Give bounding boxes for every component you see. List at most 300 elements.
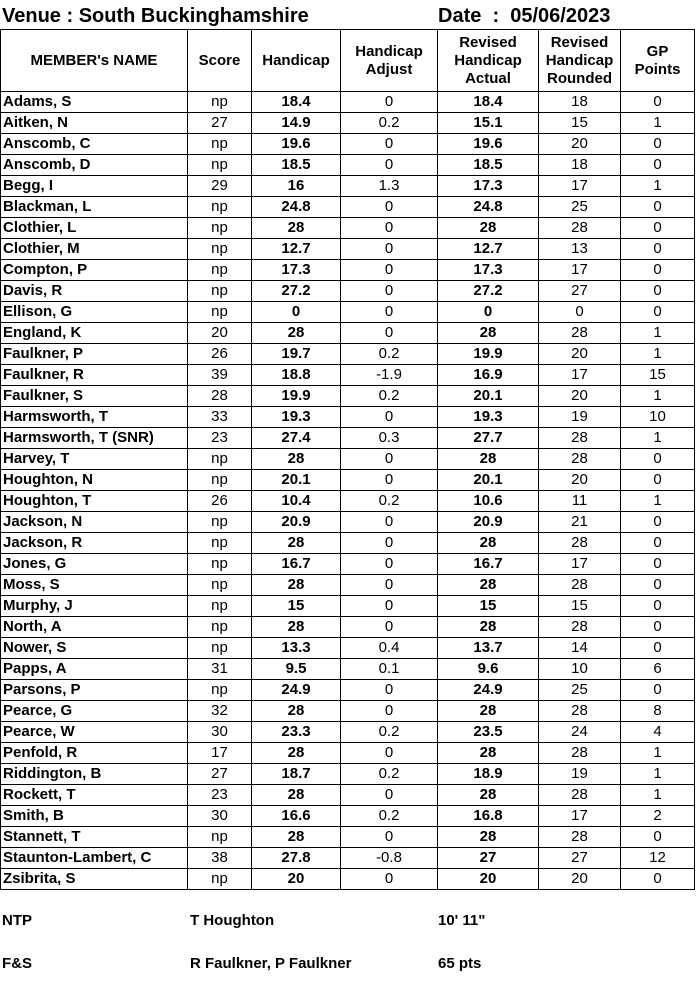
gp-points-cell: 10: [621, 407, 695, 428]
gp-points-cell: 0: [621, 680, 695, 701]
member-name: Riddington, B: [1, 764, 188, 785]
handicap-cell: 13.3: [252, 638, 341, 659]
score-cell: np: [188, 512, 252, 533]
table-row: [1, 764, 695, 785]
results-body: [1, 92, 695, 890]
score-cell: 38: [188, 848, 252, 869]
score-cell: np: [188, 239, 252, 260]
revised-rounded-cell: 19: [539, 764, 621, 785]
score-cell: np: [188, 449, 252, 470]
handicap-adjust-cell: 1.3: [341, 176, 438, 197]
handicap-cell: 28: [252, 701, 341, 722]
table-row: [1, 176, 695, 197]
handicap-adjust-cell: 0: [341, 617, 438, 638]
column-header-handicap-adjust: Handicap Adjust: [341, 30, 438, 92]
column-header-score: Score: [188, 30, 252, 92]
revised-actual-cell: 24.9: [438, 680, 539, 701]
handicap-cell: 9.5: [252, 659, 341, 680]
score-cell: np: [188, 134, 252, 155]
member-name: Harmsworth, T: [1, 407, 188, 428]
revised-actual-cell: 19.6: [438, 134, 539, 155]
handicap-adjust-cell: 0: [341, 512, 438, 533]
table-row: [1, 596, 695, 617]
table-row: [1, 365, 695, 386]
table-row: [1, 113, 695, 134]
handicap-cell: 16.7: [252, 554, 341, 575]
table-row: [1, 680, 695, 701]
handicap-adjust-cell: 0: [341, 701, 438, 722]
revised-actual-cell: 18.5: [438, 155, 539, 176]
table-row: [1, 92, 695, 113]
revised-rounded-cell: 20: [539, 134, 621, 155]
revised-rounded-cell: 28: [539, 617, 621, 638]
table-row: [1, 575, 695, 596]
table-row: [1, 785, 695, 806]
table-row: [1, 617, 695, 638]
revised-rounded-cell: 0: [539, 302, 621, 323]
member-name: Penfold, R: [1, 743, 188, 764]
score-cell: 20: [188, 323, 252, 344]
handicap-cell: 18.8: [252, 365, 341, 386]
member-name: Zsibrita, S: [1, 869, 188, 890]
table-row: [1, 428, 695, 449]
handicap-adjust-cell: 0: [341, 92, 438, 113]
member-name: Faulkner, S: [1, 386, 188, 407]
handicap-adjust-cell: 0: [341, 743, 438, 764]
handicap-adjust-cell: 0: [341, 449, 438, 470]
gp-points-cell: 1: [621, 785, 695, 806]
revised-rounded-cell: 28: [539, 449, 621, 470]
member-name: Blackman, L: [1, 197, 188, 218]
score-cell: np: [188, 596, 252, 617]
handicap-cell: 28: [252, 827, 341, 848]
revised-rounded-cell: 28: [539, 701, 621, 722]
table-row: [1, 806, 695, 827]
member-name: Pearce, W: [1, 722, 188, 743]
member-name: Jackson, R: [1, 533, 188, 554]
gp-points-cell: 0: [621, 155, 695, 176]
revised-actual-cell: 27.7: [438, 428, 539, 449]
revised-rounded-cell: 20: [539, 386, 621, 407]
gp-points-cell: 0: [621, 260, 695, 281]
handicap-cell: 28: [252, 743, 341, 764]
gp-points-cell: 0: [621, 869, 695, 890]
member-name: Smith, B: [1, 806, 188, 827]
handicap-cell: 20: [252, 869, 341, 890]
handicap-cell: 17.3: [252, 260, 341, 281]
score-cell: 23: [188, 428, 252, 449]
table-row: [1, 638, 695, 659]
handicap-cell: 18.7: [252, 764, 341, 785]
table-row: [1, 869, 695, 890]
ntp-label: NTP: [2, 912, 32, 929]
handicap-adjust-cell: 0: [341, 533, 438, 554]
gp-points-cell: 1: [621, 323, 695, 344]
handicap-adjust-cell: 0.2: [341, 806, 438, 827]
column-header-gp-points: GP Points: [621, 30, 695, 92]
score-cell: 32: [188, 701, 252, 722]
handicap-adjust-cell: 0: [341, 281, 438, 302]
handicap-adjust-cell: 0: [341, 575, 438, 596]
sheet-header: [0, 3, 696, 29]
revised-rounded-cell: 20: [539, 869, 621, 890]
handicap-cell: 23.3: [252, 722, 341, 743]
ntp-distance: 10' 11": [438, 912, 486, 929]
revised-actual-cell: 16.9: [438, 365, 539, 386]
revised-actual-cell: 23.5: [438, 722, 539, 743]
handicap-cell: 19.3: [252, 407, 341, 428]
revised-actual-cell: 19.3: [438, 407, 539, 428]
score-cell: np: [188, 155, 252, 176]
gp-points-cell: 0: [621, 197, 695, 218]
gp-points-cell: 0: [621, 533, 695, 554]
ntp-winner: T Houghton: [190, 912, 275, 929]
handicap-adjust-cell: -1.9: [341, 365, 438, 386]
revised-rounded-cell: 25: [539, 680, 621, 701]
revised-rounded-cell: 18: [539, 155, 621, 176]
revised-rounded-cell: 17: [539, 260, 621, 281]
member-name: North, A: [1, 617, 188, 638]
revised-actual-cell: 16.8: [438, 806, 539, 827]
gp-points-cell: 12: [621, 848, 695, 869]
score-cell: np: [188, 197, 252, 218]
table-row: [1, 701, 695, 722]
member-name: Stannett, T: [1, 827, 188, 848]
member-name: Clothier, L: [1, 218, 188, 239]
member-name: Faulkner, R: [1, 365, 188, 386]
member-name: Papps, A: [1, 659, 188, 680]
score-cell: np: [188, 680, 252, 701]
revised-actual-cell: 28: [438, 827, 539, 848]
revised-actual-cell: 28: [438, 533, 539, 554]
revised-actual-cell: 20.1: [438, 386, 539, 407]
revised-rounded-cell: 28: [539, 827, 621, 848]
handicap-adjust-cell: 0: [341, 239, 438, 260]
revised-rounded-cell: 15: [539, 113, 621, 134]
revised-actual-cell: 15: [438, 596, 539, 617]
handicap-cell: 14.9: [252, 113, 341, 134]
handicap-cell: 12.7: [252, 239, 341, 260]
handicap-adjust-cell: 0: [341, 323, 438, 344]
member-name: Pearce, G: [1, 701, 188, 722]
gp-points-cell: 0: [621, 596, 695, 617]
revised-rounded-cell: 13: [539, 239, 621, 260]
revised-actual-cell: 27: [438, 848, 539, 869]
gp-points-cell: 15: [621, 365, 695, 386]
revised-rounded-cell: 20: [539, 470, 621, 491]
table-row: [1, 743, 695, 764]
member-name: Harvey, T: [1, 449, 188, 470]
handicap-cell: 19.9: [252, 386, 341, 407]
score-cell: np: [188, 302, 252, 323]
table-row: [1, 659, 695, 680]
revised-rounded-cell: 17: [539, 176, 621, 197]
revised-actual-cell: 28: [438, 617, 539, 638]
table-row: [1, 218, 695, 239]
table-row: [1, 722, 695, 743]
fs-label: F&S: [2, 955, 32, 972]
revised-actual-cell: 28: [438, 218, 539, 239]
revised-rounded-cell: 27: [539, 281, 621, 302]
handicap-cell: 16.6: [252, 806, 341, 827]
score-cell: np: [188, 533, 252, 554]
revised-rounded-cell: 28: [539, 218, 621, 239]
revised-actual-cell: 24.8: [438, 197, 539, 218]
gp-points-cell: 1: [621, 743, 695, 764]
score-cell: 39: [188, 365, 252, 386]
revised-actual-cell: 16.7: [438, 554, 539, 575]
venue-title: Venue : South Buckinghamshire: [2, 5, 309, 27]
revised-actual-cell: 13.7: [438, 638, 539, 659]
revised-rounded-cell: 28: [539, 428, 621, 449]
table-row: [1, 281, 695, 302]
revised-rounded-cell: 28: [539, 323, 621, 344]
revised-rounded-cell: 28: [539, 785, 621, 806]
revised-actual-cell: 28: [438, 575, 539, 596]
handicap-cell: 24.8: [252, 197, 341, 218]
revised-actual-cell: 20: [438, 869, 539, 890]
revised-rounded-cell: 25: [539, 197, 621, 218]
table-row: [1, 323, 695, 344]
revised-rounded-cell: 14: [539, 638, 621, 659]
revised-actual-cell: 27.2: [438, 281, 539, 302]
score-cell: 33: [188, 407, 252, 428]
handicap-adjust-cell: 0: [341, 197, 438, 218]
handicap-cell: 20.9: [252, 512, 341, 533]
member-name: England, K: [1, 323, 188, 344]
handicap-cell: 28: [252, 323, 341, 344]
revised-rounded-cell: 17: [539, 806, 621, 827]
member-name: Houghton, T: [1, 491, 188, 512]
revised-rounded-cell: 19: [539, 407, 621, 428]
member-name: Adams, S: [1, 92, 188, 113]
handicap-adjust-cell: 0: [341, 218, 438, 239]
member-name: Compton, P: [1, 260, 188, 281]
gp-points-cell: 1: [621, 386, 695, 407]
revised-actual-cell: 20.1: [438, 470, 539, 491]
member-name: Houghton, N: [1, 470, 188, 491]
gp-points-cell: 0: [621, 638, 695, 659]
score-cell: np: [188, 218, 252, 239]
handicap-cell: 19.7: [252, 344, 341, 365]
member-name: Ellison, G: [1, 302, 188, 323]
handicap-cell: 28: [252, 575, 341, 596]
handicap-adjust-cell: 0: [341, 302, 438, 323]
revised-actual-cell: 15.1: [438, 113, 539, 134]
handicap-cell: 28: [252, 533, 341, 554]
gp-points-cell: 0: [621, 449, 695, 470]
gp-points-cell: 4: [621, 722, 695, 743]
gp-points-cell: 0: [621, 512, 695, 533]
handicap-cell: 27.8: [252, 848, 341, 869]
table-row: [1, 449, 695, 470]
handicap-cell: 19.6: [252, 134, 341, 155]
handicap-cell: 0: [252, 302, 341, 323]
table-row: [1, 239, 695, 260]
revised-rounded-cell: 24: [539, 722, 621, 743]
score-cell: 31: [188, 659, 252, 680]
handicap-adjust-cell: 0.2: [341, 722, 438, 743]
revised-actual-cell: 18.9: [438, 764, 539, 785]
table-row: [1, 407, 695, 428]
handicap-adjust-cell: 0: [341, 680, 438, 701]
score-cell: np: [188, 92, 252, 113]
score-cell: np: [188, 617, 252, 638]
handicap-adjust-cell: 0.2: [341, 764, 438, 785]
handicap-adjust-cell: 0.2: [341, 386, 438, 407]
revised-actual-cell: 18.4: [438, 92, 539, 113]
handicap-adjust-cell: 0.2: [341, 113, 438, 134]
gp-points-cell: 0: [621, 92, 695, 113]
revised-rounded-cell: 18: [539, 92, 621, 113]
handicap-adjust-cell: 0: [341, 785, 438, 806]
member-name: Anscomb, D: [1, 155, 188, 176]
revised-rounded-cell: 27: [539, 848, 621, 869]
handicap-cell: 27.2: [252, 281, 341, 302]
revised-actual-cell: 9.6: [438, 659, 539, 680]
revised-actual-cell: 12.7: [438, 239, 539, 260]
table-row: [1, 197, 695, 218]
member-name: Rockett, T: [1, 785, 188, 806]
member-name: Clothier, M: [1, 239, 188, 260]
handicap-adjust-cell: 0: [341, 554, 438, 575]
member-name: Aitken, N: [1, 113, 188, 134]
score-cell: 17: [188, 743, 252, 764]
gp-points-cell: 0: [621, 302, 695, 323]
member-name: Staunton-Lambert, C: [1, 848, 188, 869]
gp-points-cell: 8: [621, 701, 695, 722]
handicap-cell: 28: [252, 449, 341, 470]
revised-actual-cell: 28: [438, 323, 539, 344]
table-row: [1, 554, 695, 575]
score-cell: np: [188, 638, 252, 659]
member-name: Begg, I: [1, 176, 188, 197]
handicap-cell: 24.9: [252, 680, 341, 701]
handicap-adjust-cell: 0: [341, 470, 438, 491]
revised-actual-cell: 28: [438, 743, 539, 764]
revised-actual-cell: 17.3: [438, 260, 539, 281]
table-row: [1, 848, 695, 869]
gp-points-cell: 1: [621, 344, 695, 365]
handicap-cell: 28: [252, 218, 341, 239]
revised-rounded-cell: 10: [539, 659, 621, 680]
score-cell: 27: [188, 113, 252, 134]
column-header-name: MEMBER's NAME: [1, 30, 188, 92]
revised-actual-cell: 20.9: [438, 512, 539, 533]
revised-rounded-cell: 20: [539, 344, 621, 365]
revised-actual-cell: 19.9: [438, 344, 539, 365]
handicap-cell: 28: [252, 785, 341, 806]
revised-rounded-cell: 15: [539, 596, 621, 617]
handicap-cell: 18.4: [252, 92, 341, 113]
member-name: Moss, S: [1, 575, 188, 596]
handicap-cell: 20.1: [252, 470, 341, 491]
revised-rounded-cell: 28: [539, 533, 621, 554]
table-row: [1, 155, 695, 176]
gp-points-cell: 0: [621, 281, 695, 302]
revised-rounded-cell: 11: [539, 491, 621, 512]
handicap-adjust-cell: 0.2: [341, 344, 438, 365]
handicap-adjust-cell: 0.2: [341, 491, 438, 512]
date-label: Date : 05/06/2023: [438, 5, 611, 27]
gp-points-cell: 0: [621, 617, 695, 638]
score-cell: 26: [188, 491, 252, 512]
handicap-cell: 15: [252, 596, 341, 617]
handicap-cell: 27.4: [252, 428, 341, 449]
handicap-adjust-cell: 0: [341, 134, 438, 155]
member-name: Harmsworth, T (SNR): [1, 428, 188, 449]
handicap-cell: 28: [252, 617, 341, 638]
handicap-adjust-cell: 0: [341, 407, 438, 428]
handicap-adjust-cell: 0.4: [341, 638, 438, 659]
revised-actual-cell: 28: [438, 449, 539, 470]
gp-points-cell: 1: [621, 176, 695, 197]
gp-points-cell: 1: [621, 113, 695, 134]
score-cell: 27: [188, 764, 252, 785]
member-name: Murphy, J: [1, 596, 188, 617]
table-row: [1, 491, 695, 512]
handicap-adjust-cell: 0.3: [341, 428, 438, 449]
member-name: Jones, G: [1, 554, 188, 575]
handicap-adjust-cell: 0: [341, 155, 438, 176]
score-cell: np: [188, 827, 252, 848]
score-cell: 23: [188, 785, 252, 806]
handicap-adjust-cell: -0.8: [341, 848, 438, 869]
member-name: Parsons, P: [1, 680, 188, 701]
fs-winners: R Faulkner, P Faulkner: [190, 955, 352, 972]
member-name: Anscomb, C: [1, 134, 188, 155]
table-row: [1, 260, 695, 281]
revised-rounded-cell: 28: [539, 575, 621, 596]
table-row: [1, 827, 695, 848]
score-cell: np: [188, 281, 252, 302]
gp-points-cell: 1: [621, 428, 695, 449]
handicap-adjust-cell: 0: [341, 827, 438, 848]
score-cell: np: [188, 260, 252, 281]
gp-points-cell: 0: [621, 239, 695, 260]
revised-actual-cell: 10.6: [438, 491, 539, 512]
member-name: Davis, R: [1, 281, 188, 302]
handicap-cell: 10.4: [252, 491, 341, 512]
handicap-adjust-cell: 0: [341, 869, 438, 890]
table-row: [1, 470, 695, 491]
gp-points-cell: 1: [621, 491, 695, 512]
score-cell: 30: [188, 806, 252, 827]
handicap-cell: 16: [252, 176, 341, 197]
gp-points-cell: 0: [621, 554, 695, 575]
gp-points-cell: 1: [621, 764, 695, 785]
revised-actual-cell: 28: [438, 701, 539, 722]
column-header-revised-actual: Revised Handicap Actual: [438, 30, 539, 92]
revised-rounded-cell: 28: [539, 743, 621, 764]
table-row: [1, 386, 695, 407]
revised-rounded-cell: 21: [539, 512, 621, 533]
gp-points-cell: 0: [621, 218, 695, 239]
member-name: Jackson, N: [1, 512, 188, 533]
score-cell: 30: [188, 722, 252, 743]
score-cell: np: [188, 554, 252, 575]
revised-actual-cell: 17.3: [438, 176, 539, 197]
gp-points-cell: 0: [621, 827, 695, 848]
handicap-cell: 18.5: [252, 155, 341, 176]
score-cell: np: [188, 470, 252, 491]
gp-points-cell: 0: [621, 470, 695, 491]
column-header-revised-rounded: Revised Handicap Rounded: [539, 30, 621, 92]
gp-points-cell: 0: [621, 575, 695, 596]
handicap-adjust-cell: 0: [341, 260, 438, 281]
table-row: [1, 344, 695, 365]
header-row: [1, 30, 695, 92]
